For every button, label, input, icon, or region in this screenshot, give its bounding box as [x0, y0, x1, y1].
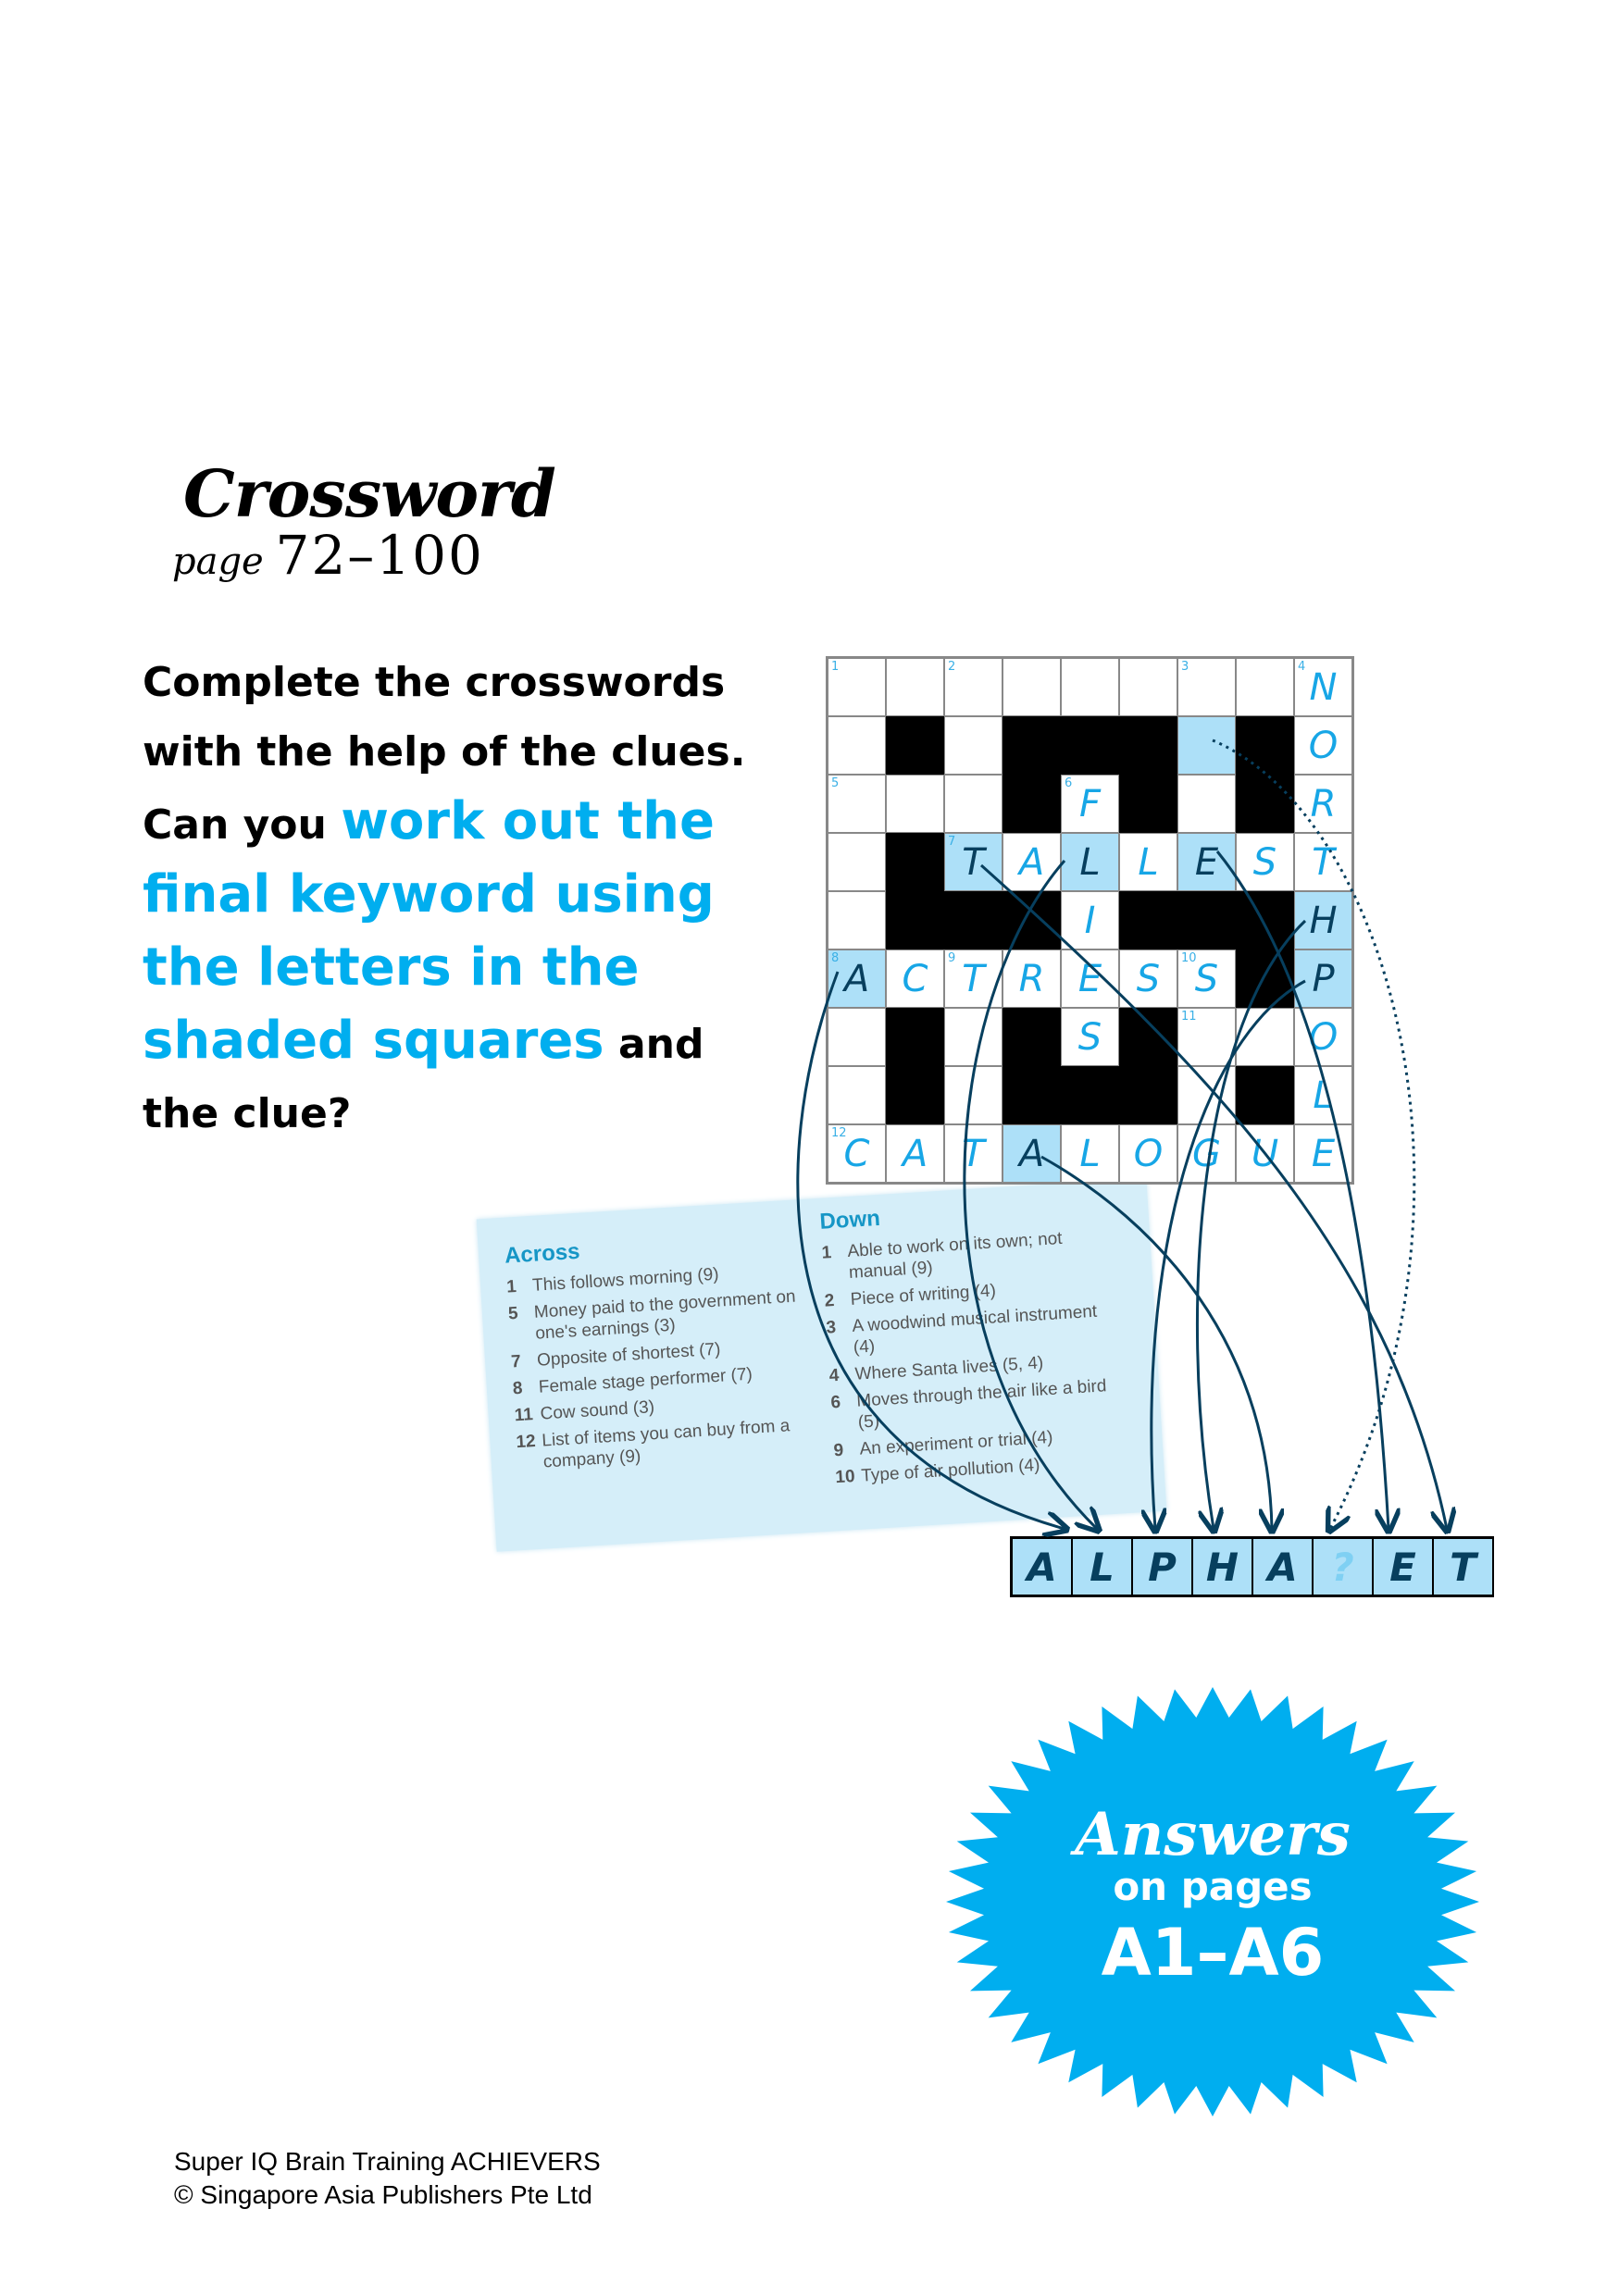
down-heading: Down	[818, 1205, 881, 1235]
grid-cell[interactable]	[1003, 949, 1061, 1008]
black-cell	[1236, 1066, 1294, 1124]
grid-cell[interactable]	[828, 1008, 886, 1066]
page-ref-range: 72–100	[275, 524, 484, 587]
instruction-highlight: work out the final keyword using the letters in the shaded squares	[143, 791, 715, 1071]
clue-number: 3	[1181, 660, 1189, 674]
black-cell	[1119, 775, 1177, 833]
clue-number: 10	[1181, 951, 1197, 965]
shaded-cell[interactable]	[1003, 1124, 1061, 1183]
cell-letter: A	[843, 957, 870, 1000]
keyword-missing-letter[interactable]: ?	[1314, 1539, 1374, 1595]
grid-cell[interactable]	[828, 833, 886, 891]
clue-number: 2	[948, 660, 956, 674]
black-cell	[1119, 1008, 1177, 1066]
clue-text: Able to work on its own; not manual (9)	[846, 1228, 1064, 1283]
keyword-letter[interactable]: E	[1374, 1539, 1434, 1595]
grid-cell[interactable]	[944, 1066, 1003, 1124]
grid-cell[interactable]	[1061, 1124, 1119, 1183]
grid-cell[interactable]	[1294, 1008, 1352, 1066]
grid-cell[interactable]	[1119, 949, 1177, 1008]
cell-letter: L	[1138, 840, 1159, 884]
cell-letter: T	[962, 1132, 985, 1175]
cell-letter: L	[1079, 1132, 1101, 1175]
grid-cell[interactable]	[944, 658, 1003, 716]
grid-cell[interactable]	[1177, 775, 1236, 833]
clue-text: Cow sound (3)	[540, 1397, 655, 1424]
cell-letter: R	[1018, 957, 1045, 1000]
black-cell	[1119, 891, 1177, 949]
clue-num: 12	[515, 1432, 537, 1453]
clue-text: This follows morning (9)	[531, 1264, 720, 1296]
black-cell	[944, 891, 1003, 949]
instruction-text	[143, 648, 781, 1148]
grid-cell[interactable]	[1177, 949, 1236, 1008]
cell-letter: S	[1252, 840, 1277, 884]
instruction-part1: Complete the crosswords with the help of the clues. Can you	[143, 659, 746, 849]
cell-letter: A	[1018, 1132, 1045, 1175]
shaded-cell[interactable]	[1294, 949, 1352, 1008]
clue-number: 5	[831, 776, 840, 790]
cell-letter: C	[843, 1132, 870, 1175]
crossword-grid	[826, 656, 1354, 1185]
black-cell	[1003, 891, 1061, 949]
black-cell	[1003, 716, 1061, 775]
shaded-cell[interactable]	[1294, 891, 1352, 949]
cell-letter: G	[1192, 1132, 1221, 1175]
clue-text: An experiment or trial (4)	[859, 1427, 1053, 1459]
instruction-part2: and the clue?	[143, 1021, 704, 1137]
keyword-letter[interactable]: H	[1193, 1539, 1253, 1595]
black-cell	[1003, 1066, 1061, 1124]
cell-letter: S	[1194, 957, 1219, 1000]
black-cell	[1061, 716, 1119, 775]
clue-number: 7	[948, 835, 956, 849]
footer-book-title: Super IQ Brain Training ACHIEVERS	[174, 2147, 601, 2176]
grid-cell[interactable]	[1236, 1008, 1294, 1066]
black-cell	[1003, 1008, 1061, 1066]
black-cell	[1061, 1066, 1119, 1124]
cell-letter: T	[962, 840, 985, 884]
grid-cell[interactable]	[828, 891, 886, 949]
clue-number: 6	[1065, 776, 1073, 790]
cell-letter: N	[1309, 665, 1338, 709]
grid-cell[interactable]	[1294, 775, 1352, 833]
clue-text: A woodwind musical instrument (4)	[851, 1301, 1098, 1358]
grid-cell[interactable]	[1294, 1124, 1352, 1183]
cell-letter: L	[1079, 840, 1101, 884]
clue-number: 4	[1298, 660, 1306, 674]
grid-cell[interactable]	[1061, 1008, 1119, 1066]
grid-cell[interactable]	[1061, 775, 1119, 833]
black-cell	[1236, 775, 1294, 833]
clue-num: 2	[824, 1291, 836, 1311]
cell-letter: E	[1194, 840, 1219, 884]
grid-cell[interactable]	[886, 949, 944, 1008]
clue-text: Money paid to the government on one's earnings (3)	[533, 1286, 797, 1344]
black-cell	[886, 891, 944, 949]
grid-cell[interactable]	[1236, 658, 1294, 716]
clue-num: 9	[833, 1440, 844, 1461]
shaded-cell[interactable]	[828, 949, 886, 1008]
page-reference	[172, 524, 484, 587]
clue-text: Opposite of shortest (7)	[536, 1339, 721, 1371]
grid-cell[interactable]	[1177, 1008, 1236, 1066]
grid-cell[interactable]	[944, 1124, 1003, 1183]
grid-cell[interactable]	[944, 949, 1003, 1008]
cell-letter: C	[902, 957, 928, 1000]
grid-cell[interactable]	[828, 1066, 886, 1124]
cell-letter: L	[1313, 1074, 1334, 1117]
clue-number: 8	[831, 951, 840, 965]
grid-cell[interactable]	[1061, 658, 1119, 716]
grid-cell[interactable]	[1294, 716, 1352, 775]
cell-letter: O	[1308, 724, 1339, 767]
grid-cell[interactable]	[1294, 1066, 1352, 1124]
grid-cell[interactable]	[828, 775, 886, 833]
cell-letter: H	[1309, 899, 1338, 942]
black-cell	[1119, 1066, 1177, 1124]
clue-text: List of items you can buy from a company (9)	[541, 1416, 791, 1472]
shaded-cell[interactable]	[1177, 833, 1236, 891]
clue-num: 3	[825, 1317, 837, 1338]
clue-num: 10	[834, 1467, 856, 1488]
clue-num: 5	[507, 1303, 519, 1324]
black-cell	[886, 716, 944, 775]
clue-number: 11	[1181, 1010, 1197, 1024]
clue-num: 11	[514, 1405, 534, 1426]
clue-num: 1	[505, 1276, 517, 1297]
black-cell	[886, 833, 944, 891]
clue-num: 7	[510, 1351, 522, 1372]
clue-number: 1	[831, 660, 840, 674]
grid-cell[interactable]	[828, 658, 886, 716]
keyword-letter[interactable]: P	[1133, 1539, 1193, 1595]
clue-number: 9	[948, 951, 956, 965]
black-cell	[1236, 949, 1294, 1008]
grid-cell[interactable]	[1003, 658, 1061, 716]
black-cell	[1119, 716, 1177, 775]
grid-cell[interactable]	[1119, 658, 1177, 716]
clue-num: 8	[512, 1378, 524, 1399]
cell-letter: S	[1136, 957, 1161, 1000]
black-cell	[1177, 891, 1236, 949]
grid-cell[interactable]	[1119, 1124, 1177, 1183]
cell-letter: P	[1312, 957, 1335, 1000]
answers-label: Answers	[1075, 1800, 1351, 1869]
grid-cell[interactable]	[1177, 1066, 1236, 1124]
clue-number: 12	[831, 1126, 847, 1140]
clues-card	[477, 1178, 1167, 1552]
clue-text: Where Santa lives (5, 4)	[854, 1353, 1044, 1384]
black-cell	[886, 1008, 944, 1066]
cell-letter: T	[1312, 840, 1335, 884]
answers-badge-text	[944, 1800, 1481, 1991]
grid-cell[interactable]	[1061, 891, 1119, 949]
grid-cell[interactable]	[886, 1124, 944, 1183]
shaded-cell[interactable]	[944, 833, 1003, 891]
grid-cell[interactable]	[1177, 1124, 1236, 1183]
across-clues	[504, 1225, 814, 1480]
black-cell	[1236, 716, 1294, 775]
cell-letter: F	[1078, 782, 1101, 825]
cell-letter: T	[962, 957, 985, 1000]
grid-cell[interactable]	[828, 716, 886, 775]
keyword-letter[interactable]: T	[1434, 1539, 1494, 1595]
grid-cell[interactable]	[886, 775, 944, 833]
grid-cell[interactable]	[1061, 949, 1119, 1008]
cell-letter: I	[1084, 899, 1096, 942]
cell-letter: E	[1311, 1132, 1336, 1175]
across-heading: Across	[504, 1238, 581, 1269]
grid-cell[interactable]	[1294, 833, 1352, 891]
cell-letter: S	[1077, 1015, 1102, 1059]
page-ref-prefix: page	[172, 540, 264, 583]
shaded-cell[interactable]	[1061, 833, 1119, 891]
clue-num: 6	[829, 1392, 841, 1413]
grid-cell[interactable]	[944, 1008, 1003, 1066]
black-cell	[886, 1066, 944, 1124]
cell-letter: A	[902, 1132, 928, 1175]
clue-num: 1	[820, 1243, 832, 1263]
footer	[174, 2145, 601, 2212]
grid-cell[interactable]	[1236, 1124, 1294, 1183]
cell-letter: R	[1310, 782, 1337, 825]
clue-num: 4	[828, 1365, 840, 1386]
keyword-letter[interactable]: A	[1013, 1539, 1073, 1595]
clue-text: Piece of writing (4)	[850, 1281, 997, 1309]
cell-letter: O	[1133, 1132, 1164, 1175]
cell-letter: E	[1077, 957, 1102, 1000]
grid-cell[interactable]	[828, 1124, 886, 1183]
page-title: Crossword	[183, 455, 555, 532]
clue-text: Female stage performer (7)	[538, 1364, 753, 1397]
keyword-row	[1010, 1536, 1494, 1597]
down-clues	[819, 1191, 1132, 1494]
grid-cell[interactable]	[1236, 833, 1294, 891]
grid-cell[interactable]	[944, 716, 1003, 775]
black-cell	[1003, 775, 1061, 833]
keyword-letter[interactable]: L	[1073, 1539, 1133, 1595]
grid-cell[interactable]	[1177, 658, 1236, 716]
footer-copyright: © Singapore Asia Publishers Pte Ltd	[174, 2180, 592, 2209]
black-cell	[1236, 891, 1294, 949]
cell-letter: O	[1308, 1015, 1339, 1059]
grid-cell[interactable]	[1119, 833, 1177, 891]
grid-cell[interactable]	[1294, 658, 1352, 716]
clue-text: Type of air pollution (4)	[860, 1455, 1040, 1486]
grid-cell[interactable]	[886, 658, 944, 716]
cell-letter: U	[1251, 1132, 1279, 1175]
grid-cell[interactable]	[1003, 833, 1061, 891]
grid-cell[interactable]	[944, 775, 1003, 833]
answers-on-pages: on pages	[1113, 1864, 1313, 1909]
shaded-cell[interactable]	[1177, 716, 1236, 775]
cell-letter: A	[1018, 840, 1045, 884]
answers-page-range: A1–A6	[1101, 1915, 1325, 1991]
clue-text: Moves through the air like a bird (5)	[855, 1376, 1107, 1433]
keyword-letter[interactable]: A	[1253, 1539, 1314, 1595]
